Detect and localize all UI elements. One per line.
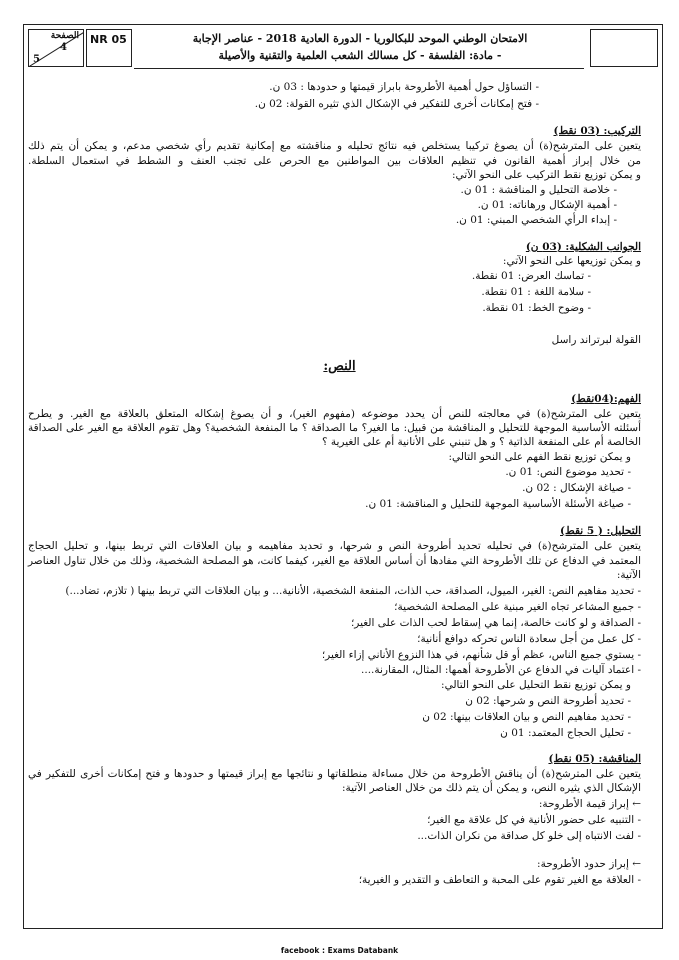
formal-heading: الجوانب الشكلية: (03 ن)	[525, 241, 641, 253]
empty-header-box	[590, 29, 658, 67]
page-total: 5	[33, 54, 40, 65]
analysis-item: - كل عمل من أجل سعادة الناس تحركه دوافع أنانية؛	[417, 633, 641, 645]
understanding-paragraph-line: أسئلته الأساسية الموجهة للتحليل و المناقشة من قبيل: ما الغير؟ ما الصداقة ؟ ما المنفعة الشخصية؟ وهل تقوم العلاقة مع الغير على الصداقة	[28, 422, 641, 434]
understanding-item: - صياغة الأسئلة الأساسية الموجهة للتحليل و المناقشة: 01 ن.	[365, 498, 631, 510]
synthesis-paragraph-line: من خلال إبراز أهمية القانون في تنظيم العلاقات بين المواطنين مع الحرص على تجنب العنف و الشطط في استعمال السلطة.	[28, 155, 641, 167]
analysis-point: - تحديد مفاهيم النص و بيان العلاقات بينها: 02 ن	[422, 711, 631, 723]
exam-title: الامتحان الوطني الموحد للبكالوريا - الدورة العادية 2018 - عناصر الإجابة	[192, 32, 528, 45]
quote-author: القولة لبرتراند راسل	[551, 334, 641, 346]
understanding-distribution-intro: و يمكن توزيع نقط الفهم على النحو التالي:	[448, 451, 631, 463]
analysis-item: - جميع المشاعر تجاه الغير مبنية على المصلحة الشخصية؛	[394, 601, 641, 613]
synthesis-item: - خلاصة التحليل و المناقشة : 01 ن.	[460, 184, 617, 196]
analysis-distribution-intro: و يمكن توزيع نقط التحليل على النحو التالي:	[441, 679, 631, 691]
discussion-paragraph-line: يتعين على المترشح(ة) أن يناقش الأطروحة من خلال مساءلة منطلقاتها و نتائجها مع إبراز قيمتها و حدودها و فتح إمكانات أخرى للتفكير في	[28, 768, 641, 780]
exam-subject: - مادة: الفلسفة - كل مسالك الشعب العلمية والتقنية والأصيلة	[218, 49, 502, 62]
discussion-value-item: - لفت الانتباه إلى خلو كل صداقة من نكران الذات...	[417, 830, 641, 842]
analysis-item: - يستوي جميع الناس، عظم أو قل شأنهم، في هذا النزوع الأناني إزاء الغير؛	[321, 649, 641, 661]
synthesis-heading: التركيب: (03 نقط)	[553, 125, 641, 137]
understanding-paragraph-line: يتعين على المترشح(ة) في معالجته للنص أن يحدد موضوعه (مفهوم الغير)، و أن يصوغ إشكاله المتعلق بالعلاقة مع الغير. و يطرح	[28, 408, 641, 420]
analysis-paragraph-line: يتعين على المترشح(ة) في تحليله تحديد أطروحة النص و شرحها، و تحديد مفاهيمه و بيان العلاقات التي تربط بينها، و تحليل الحجاج	[28, 540, 641, 552]
intro-line: - التساؤل حول أهمية الأطروحة بابراز قيمتها و حدودها : 03 ن.	[269, 81, 539, 93]
page-label: الصفحة	[50, 31, 79, 41]
analysis-heading: التحليل: ( 5 نقط)	[560, 525, 641, 537]
exam-code: NR 05	[86, 29, 132, 67]
analysis-point: - تحليل الحجاج المعتمد: 01 ن	[500, 727, 631, 739]
formal-distribution-intro: و يمكن توزيعها على النحو الآتي:	[502, 255, 641, 267]
analysis-point: - تحديد أطروحة النص و شرحها: 02 ن	[465, 695, 631, 707]
page-number-box	[28, 29, 84, 67]
analysis-paragraph-line: المعتمد في الدفاع عن تلك الأطروحة التي مفادها أن أساس العلاقة مع الغير، كيفما كانت، هو المصلحة الشخصية، وذلك من خلال تناول العناصر	[28, 555, 641, 567]
discussion-value-heading: ← إبراز قيمة الأطروحة:	[538, 798, 641, 810]
analysis-item: - اعتماد آليات في الدفاع عن الأطروحة أهمها: المثال، المقارنة....	[361, 664, 641, 676]
analysis-item: - تحديد مفاهيم النص: الغير، الميول، الصداقة، حب الذات، المنفعة الشخصية، الأنانية... و بيان العلاقات التي تربط بينها ( تلازم، تضاد...)	[65, 585, 641, 597]
formal-item: - سلامة اللغة : 01 نقطة.	[481, 286, 591, 298]
formal-item: - تماسك العرض: 01 نقطة.	[471, 270, 591, 282]
synthesis-item: - إبداء الرأي الشخصي المبني: 01 ن.	[455, 214, 617, 226]
understanding-paragraph-line: الخالصة أم على المنفعة الذاتية ؟ و هل تنبني على الأنانية أم على الغيرية ؟	[321, 436, 641, 448]
understanding-heading: الفهم:(04نقط)	[571, 393, 641, 405]
analysis-paragraph-line: الآتية:	[616, 569, 641, 581]
understanding-item: - صياغة الإشكال : 02 ن.	[522, 482, 631, 494]
text-section-title: النص:	[323, 359, 356, 374]
synthesis-distribution-intro: و يمكن توزيع نقط التركيب على النحو الآتي:	[452, 169, 641, 181]
intro-line: - فتح إمكانات أخرى للتفكير في الإشكال الذي تثيره القولة: 02 ن.	[254, 98, 539, 110]
footer-credit: facebook : Exams Databank	[280, 946, 399, 955]
discussion-limits-item: - العلاقة مع الغير تقوم على المحبة و التعاطف و التقدير و الغيرية؛	[358, 874, 641, 886]
synthesis-item: - أهمية الإشكال ورهاناته: 01 ن.	[477, 199, 617, 211]
analysis-item: - الصداقة و لو كانت خالصة، إنما هي إسقاط لحب الذات على الغير؛	[350, 617, 641, 629]
header-rule	[134, 68, 584, 69]
page-number: 4	[60, 42, 67, 53]
discussion-paragraph-line: الإشكال الذي يثيره النص، و يمكن أن يتم ذلك من خلال العناصر الآتية:	[341, 782, 641, 794]
discussion-limits-heading: ← إبراز حدود الأطروحة:	[537, 858, 641, 870]
understanding-item: - تحديد موضوع النص: 01 ن.	[505, 466, 631, 478]
synthesis-paragraph-line: يتعين على المترشح(ة) أن يصوغ تركيبا يستخلص فيه نتائج تحليله و مناقشته مع إمكانية تقديم رأي شخصي مدعم، و يمكن أن يتم ذلك	[28, 140, 641, 152]
formal-item: - وضوح الخط: 01 نقطة.	[482, 302, 591, 314]
discussion-heading: المناقشة: (05 نقط)	[548, 753, 641, 765]
discussion-value-item: - التنبيه على حضور الأنانية في كل علاقة مع الغير؛	[427, 814, 641, 826]
